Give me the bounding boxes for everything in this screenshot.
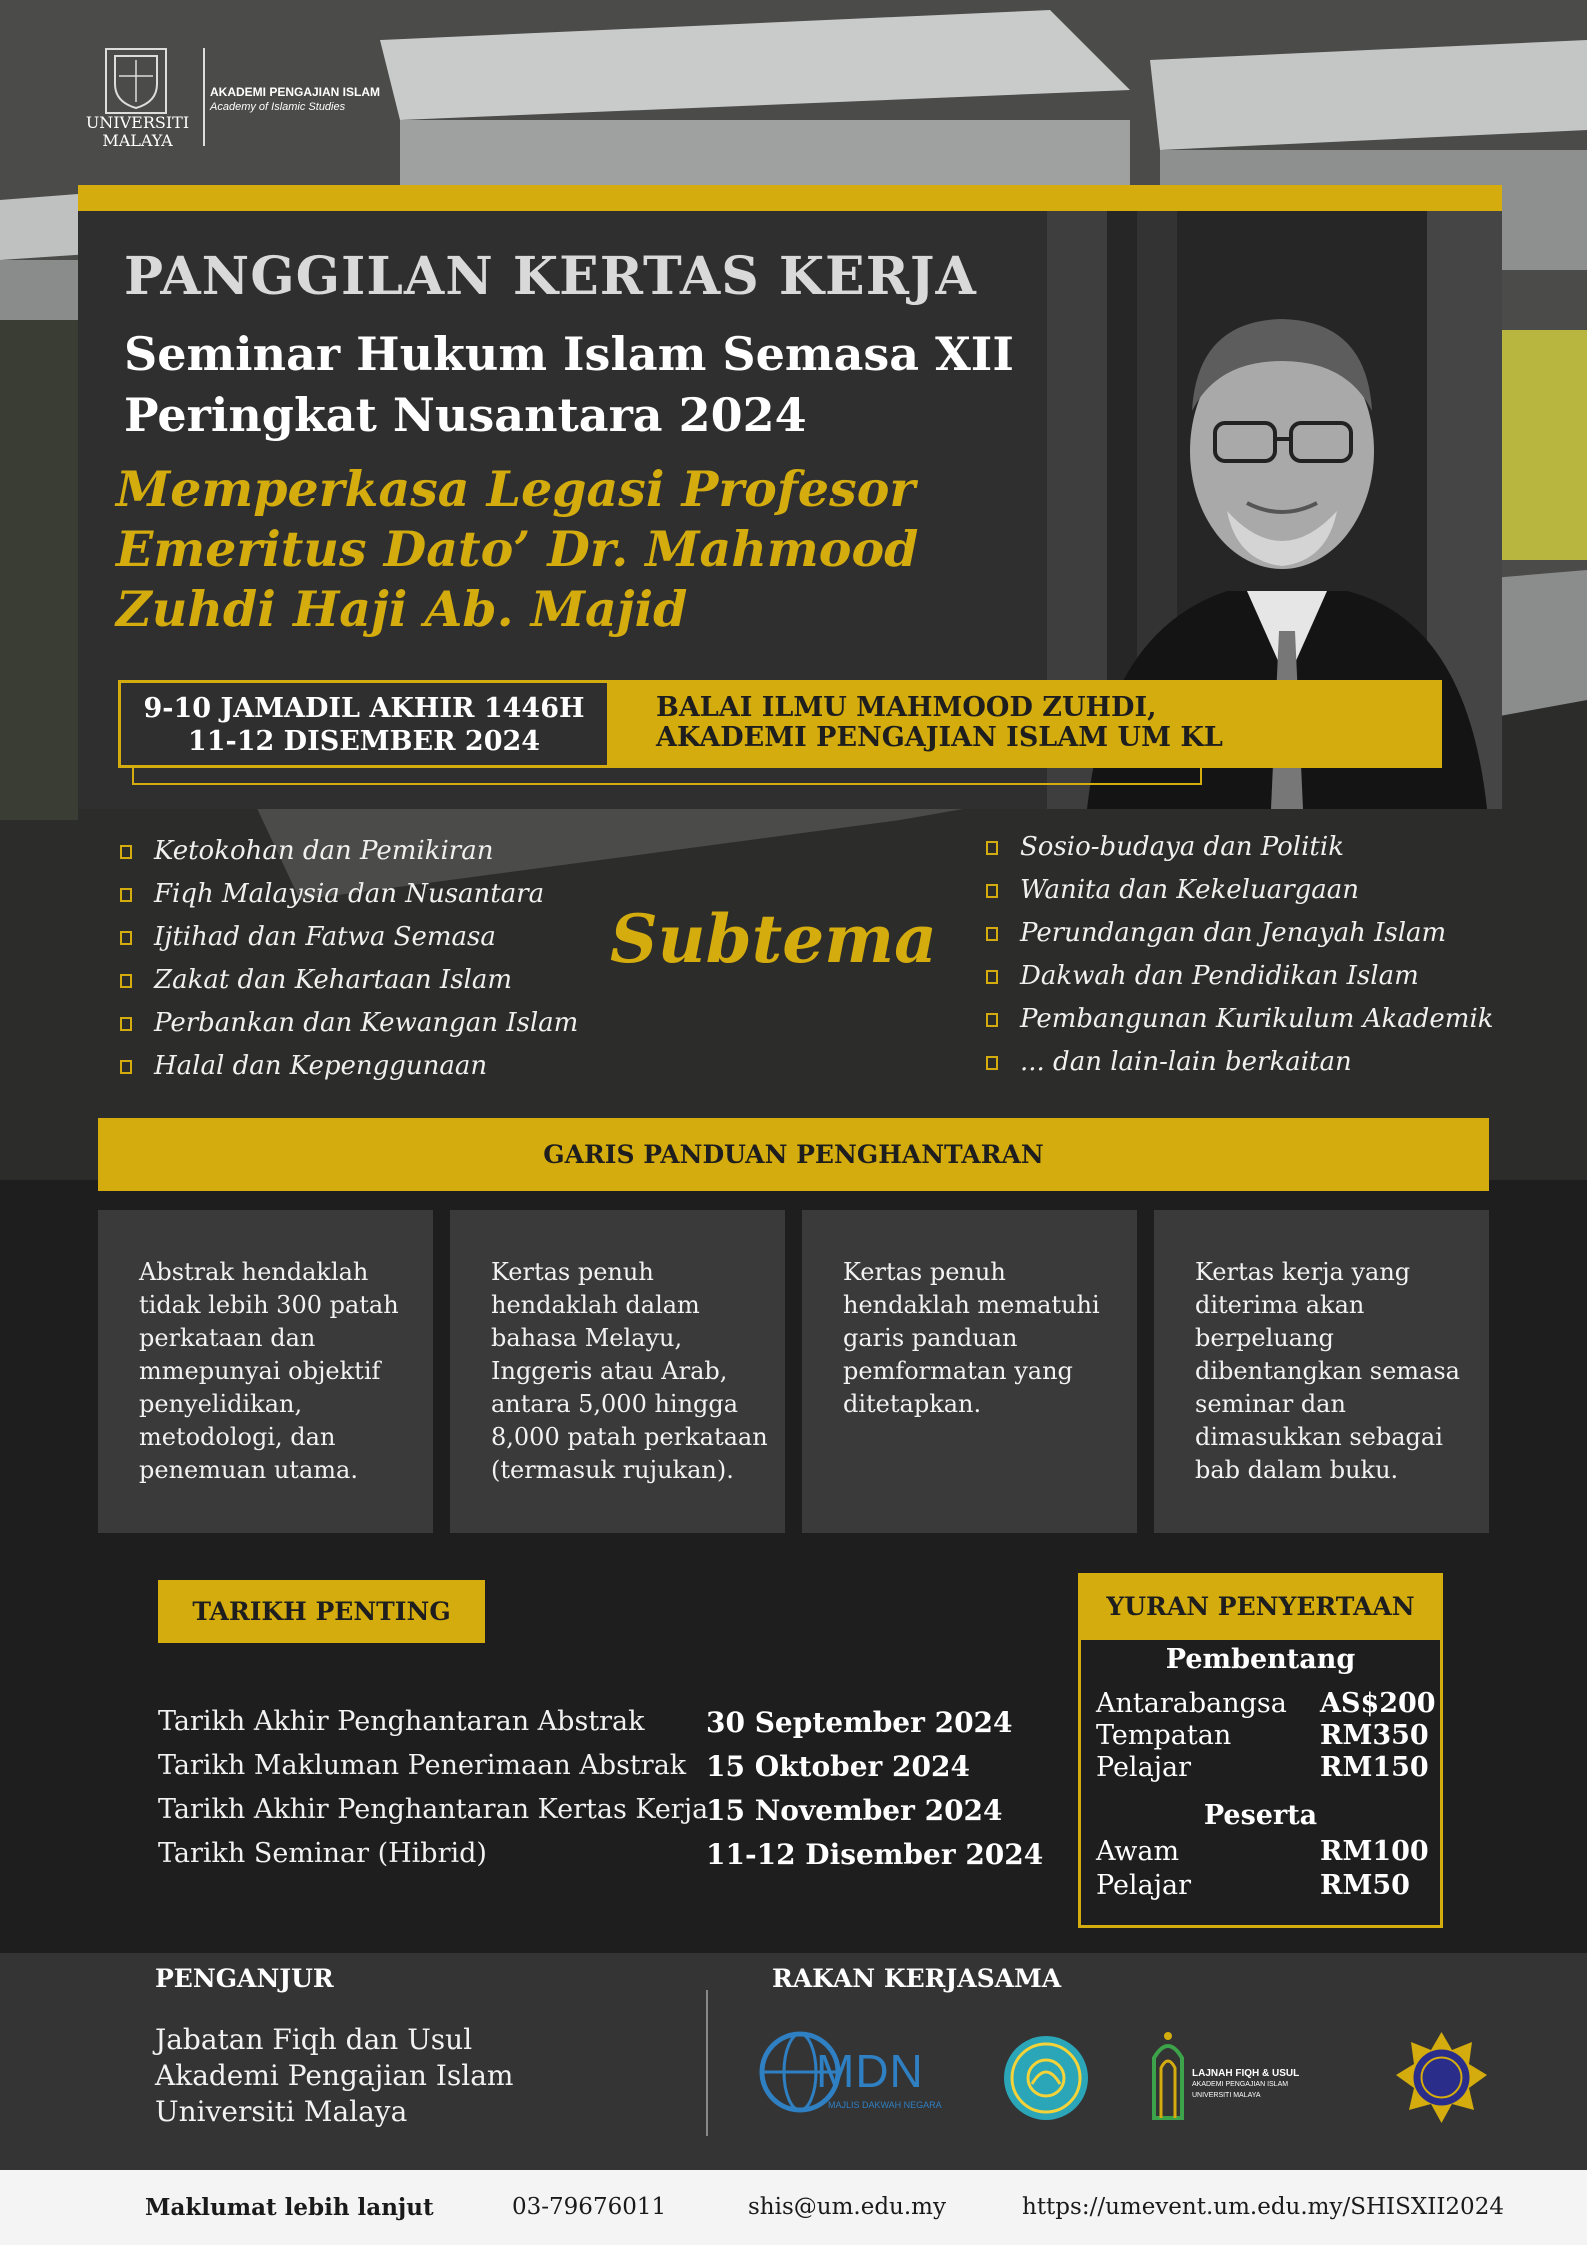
guideline-card-2: Kertas penuh hendaklah dalam bahasa Melayu, Inggeris atau Arab, antara 5,000 hingga 8,000 patah perkataan (termasuk rujukan). xyxy=(450,1210,785,1533)
bullet-square-icon xyxy=(986,1056,998,1070)
guideline-card-4: Kertas kerja yang diterima akan berpeluang dibentangkan semasa seminar dan dimasukkan sebagai bab dalam buku. xyxy=(1154,1210,1489,1533)
partners-heading: RAKAN KERJASAMA xyxy=(772,1964,1062,1993)
date-label: Tarikh Makluman Penerimaan Abstrak xyxy=(158,1750,687,1781)
more-info-label: Maklumat lebih lanjut xyxy=(145,2194,434,2221)
seminar-title-line2: Peringkat Nusantara 2024 xyxy=(124,388,807,442)
academy-name-en: Academy of Islamic Studies xyxy=(210,101,346,113)
subtema-item: Sosio-budaya dan Politik xyxy=(986,832,1494,875)
subtema-item: Halal dan Kepenggunaan xyxy=(120,1051,578,1094)
venue-box xyxy=(610,680,1442,768)
date-value: 15 Oktober 2024 xyxy=(706,1750,970,1783)
mdn-logo xyxy=(758,2026,948,2116)
subtema-item: Perbankan dan Kewangan Islam xyxy=(120,1008,578,1051)
subtema-item: Dakwah dan Pendidikan Islam xyxy=(986,961,1494,1004)
bullet-square-icon xyxy=(120,1017,132,1031)
universiti-malaya-wordmark xyxy=(80,114,195,150)
date-hijri: 9-10 JAMADIL AKHIR 1446H xyxy=(143,693,585,724)
card-top-accent-bar xyxy=(78,185,1502,211)
date-label: Tarikh Seminar (Hibrid) xyxy=(158,1838,487,1869)
theme-line1: Memperkasa Legasi Profesor xyxy=(116,460,916,518)
important-dates-values xyxy=(706,1706,1043,1882)
important-dates-heading: TARIKH PENTING xyxy=(158,1580,485,1643)
event-url-link[interactable]: https://umevent.um.edu.my/SHISXII2024 xyxy=(1022,2194,1504,2220)
participant-fee-values: RM100 RM50 xyxy=(1320,1836,1429,1901)
partner-seal-logo xyxy=(1002,2034,1090,2122)
subtema-item: Pembangunan Kurikulum Akademik xyxy=(986,1004,1494,1047)
presenter-heading: Pembentang xyxy=(1165,1644,1356,1675)
lajnah-fiqh-usul-logo: LAJNAH FIQH & USUL AKADEMI PENGAJIAN ISLAM UNIVERSITI MALAYA xyxy=(1150,2028,1330,2120)
email-link[interactable]: shis@um.edu.my xyxy=(748,2194,946,2220)
subtema-heading: Subtema xyxy=(610,900,937,978)
fees-heading: YURAN PENYERTAAN xyxy=(1078,1573,1443,1640)
academy-name: AKADEMI PENGAJIAN ISLAM xyxy=(210,85,381,99)
subtema-item: Wanita dan Kekeluargaan xyxy=(986,875,1494,918)
participant-fee-labels: Awam Pelajar xyxy=(1096,1836,1192,1901)
bullet-square-icon xyxy=(986,884,998,898)
subtema-item: Perundangan dan Jenayah Islam xyxy=(986,918,1494,961)
organizer-text: Jabatan Fiqh dan Usul Akademi Pengajian Islam Universiti Malaya xyxy=(155,2023,514,2128)
date-box xyxy=(118,680,610,768)
logo-divider xyxy=(203,48,205,146)
date-gregorian: 11-12 DISEMBER 2024 xyxy=(187,726,541,757)
date-value: 15 November 2024 xyxy=(706,1794,1003,1827)
guideline-card-1: Abstrak hendaklah tidak lebih 300 patah perkataan dan mmepunyai objektif penyelidikan, metodologi, dan penemuan utama. xyxy=(98,1210,433,1533)
important-dates-labels xyxy=(158,1706,708,1882)
bullet-square-icon xyxy=(986,927,998,941)
bullet-square-icon xyxy=(120,974,132,988)
bullet-square-icon xyxy=(120,888,132,902)
bullet-square-icon xyxy=(120,845,132,859)
mdn-logo-sub: MAJLIS DAKWAH NEGARA xyxy=(828,2100,942,2110)
university-line1: UNIVERSITI xyxy=(85,113,190,132)
date-label: Tarikh Akhir Penghantaran Abstrak xyxy=(158,1706,645,1737)
call-for-papers-title: PANGGILAN KERTAS KERJA xyxy=(124,246,977,307)
date-value: 30 September 2024 xyxy=(706,1706,1013,1739)
bullet-square-icon xyxy=(986,841,998,855)
guidelines-heading: GARIS PANDUAN PENGHANTARAN xyxy=(98,1118,1489,1191)
presenter-fee-labels: Antarabangsa Tempatan Pelajar xyxy=(1096,1688,1287,1783)
partner-star-emblem-logo xyxy=(1394,2030,1489,2125)
university-line2: MALAYA xyxy=(102,131,173,150)
mdn-logo-text: MDN xyxy=(816,2045,924,2097)
universiti-malaya-crest-icon xyxy=(105,48,167,114)
theme-line2: Emeritus Dato’ Dr. Mahmood xyxy=(116,520,919,578)
subtema-item: Ijtihad dan Fatwa Semasa xyxy=(120,922,578,965)
date-value: 11-12 Disember 2024 xyxy=(706,1838,1044,1871)
bullet-square-icon xyxy=(120,1060,132,1074)
theme-line3: Zuhdi Haji Ab. Majid xyxy=(116,580,688,638)
presenter-fee-values: AS$200 RM350 RM150 xyxy=(1320,1688,1436,1783)
subtema-item: Zakat dan Kehartaan Islam xyxy=(120,965,578,1008)
participant-heading: Peserta xyxy=(1203,1800,1318,1831)
bullet-square-icon xyxy=(986,1013,998,1027)
organizer-heading: PENGANJUR xyxy=(155,1964,334,1993)
subtema-item: Fiqh Malaysia dan Nusantara xyxy=(120,879,578,922)
venue-line2: AKADEMI PENGAJIAN ISLAM UM KL xyxy=(656,722,1223,753)
date-label: Tarikh Akhir Penghantaran Kertas Kerja xyxy=(158,1794,709,1825)
venue-line1: BALAI ILMU MAHMOOD ZUHDI, xyxy=(656,692,1157,723)
phone-number[interactable]: 03-79676011 xyxy=(512,2194,667,2220)
band-divider xyxy=(706,1990,708,2136)
seminar-title-line1: Seminar Hukum Islam Semasa XII xyxy=(124,327,1014,381)
subtema-right-list xyxy=(986,832,1494,1090)
guideline-card-3: Kertas penuh hendaklah mematuhi garis panduan pemformatan yang ditetapkan. xyxy=(802,1210,1137,1533)
subtema-left-list xyxy=(120,836,578,1094)
bullet-square-icon xyxy=(986,970,998,984)
subtema-item: ... dan lain-lain berkaitan xyxy=(986,1047,1494,1090)
bullet-square-icon xyxy=(120,931,132,945)
subtema-item: Ketokohan dan Pemikiran xyxy=(120,836,578,879)
